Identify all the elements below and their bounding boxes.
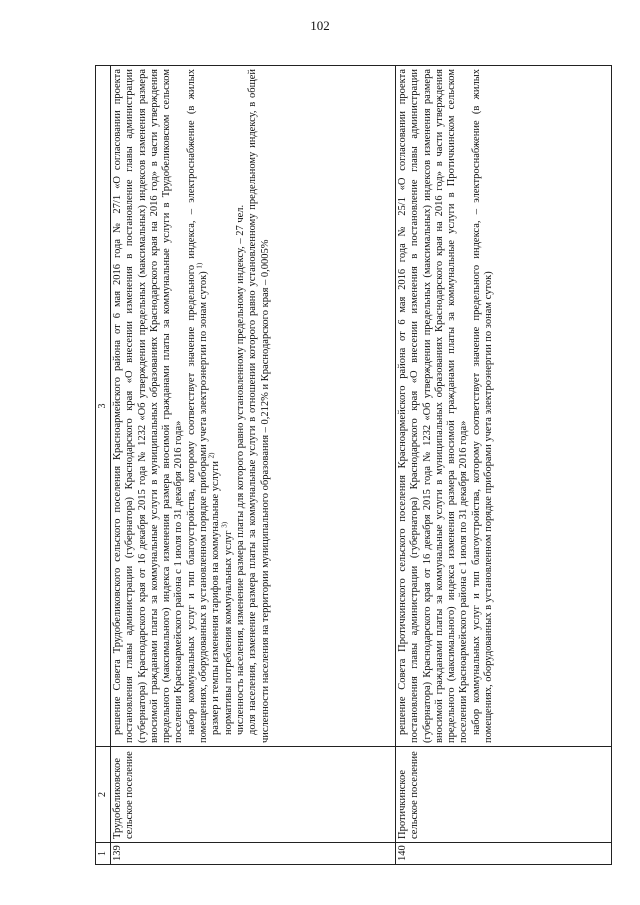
row-number: 140	[396, 843, 612, 865]
rotated-table-container	[95, 65, 612, 865]
page-number: 102	[310, 18, 330, 33]
row-details	[111, 66, 396, 747]
detail-paragraph: размер и темпы изменения тарифов на коммунальные услуги $^{2)}$	[207, 452, 222, 735]
detail-paragraph: набор коммунальных услуг и тип благоустройства, которому соответствует значение предельного индекса, – электроснабжение (в жилых помещениях, оборудованных в установленном порядке приборами учета электроэнергии по зонам суток)	[470, 69, 495, 743]
row-number: 139	[111, 843, 396, 865]
footnote-mark: 3)	[220, 521, 229, 528]
table-row	[396, 66, 612, 865]
detail-paragraph: доля населения, изменение размера платы за коммунальные услуги в отношении которого равно установленному предельному индексу, в общей численности населения на территории муниципального образования – 0,212% и Краснодарского края – 0,0005%	[247, 69, 271, 743]
table-header-row	[96, 66, 111, 865]
row-details	[396, 66, 612, 747]
detail-paragraph: решение Совета Протичкинского сельского поселения Красноармейского района от 6 мая 2016 года № 25/1 «О согласовании проекта постановления главы администрации (губернатора) Краснодарского края «О внесении изменения в постановление главы администрации (губернатора) Краснодарского края от 16 декабря 2015 года № 1232 «Об утверждении предельных (максимальных) индексов изменения размера вносимой гражданами платы за коммунальные услуги в муниципальных образованиях Краснодарского края на 2016 год» в части утверждения предельного (максимального) индекса изменения размера вносимой гражданами платы за коммунальные услуги в Протичкинском сельском поселении Красноармейского района с 1 июля по 31 декабря 2016 года»	[397, 69, 470, 743]
detail-paragraph: численность населения, изменение размера платы для которого равно установленному предельному индексу, – 27 чел.	[234, 204, 246, 735]
detail-paragraph: нормативы потребления коммунальных услуг $^{3)}$	[220, 521, 234, 735]
footnote-mark: 1)	[195, 262, 204, 269]
table-row	[111, 66, 396, 865]
detail-paragraph: набор коммунальных услуг и тип благоустройства, которому соответствует значение предельного индекса, – электроснабжение (в жилых помещениях, оборудованных в установленном порядке приборами учета электроэнергии по зонам суток) $^{1)}$	[185, 69, 210, 743]
column-header-3: 3	[96, 66, 111, 747]
municipal-index-table	[95, 65, 612, 865]
settlement-name: Протичкинское сельское поселение	[396, 747, 612, 843]
footnote-mark: 2)	[207, 452, 216, 459]
settlement-name: Трудобеликовское сельское поселение	[111, 747, 396, 843]
column-header-1: 1	[96, 843, 111, 865]
detail-paragraph: решение Совета Трудобеликовского сельского поселения Красноармейского района от 6 мая 2016 года № 27/1 «О согласовании проекта постановления главы администрации (губернатора) Краснодарского края «О внесении изменения в постановление главы администрации (губернатора) Краснодарского края от 16 декабря 2015 года № 1232 «Об утверждении предельных (максимальных) индексов изменения размера вносимой гражданами платы за коммунальные услуги в муниципальных образованиях Краснодарского края на 2016 год» в части утверждения предельного (максимального) индекса изменения размера вносимой гражданами платы за коммунальные услуги в Трудобеликовском сельском поселении Красноармейского района с 1 июля по 31 декабря 2016 года»	[112, 69, 185, 743]
column-header-2: 2	[96, 747, 111, 843]
